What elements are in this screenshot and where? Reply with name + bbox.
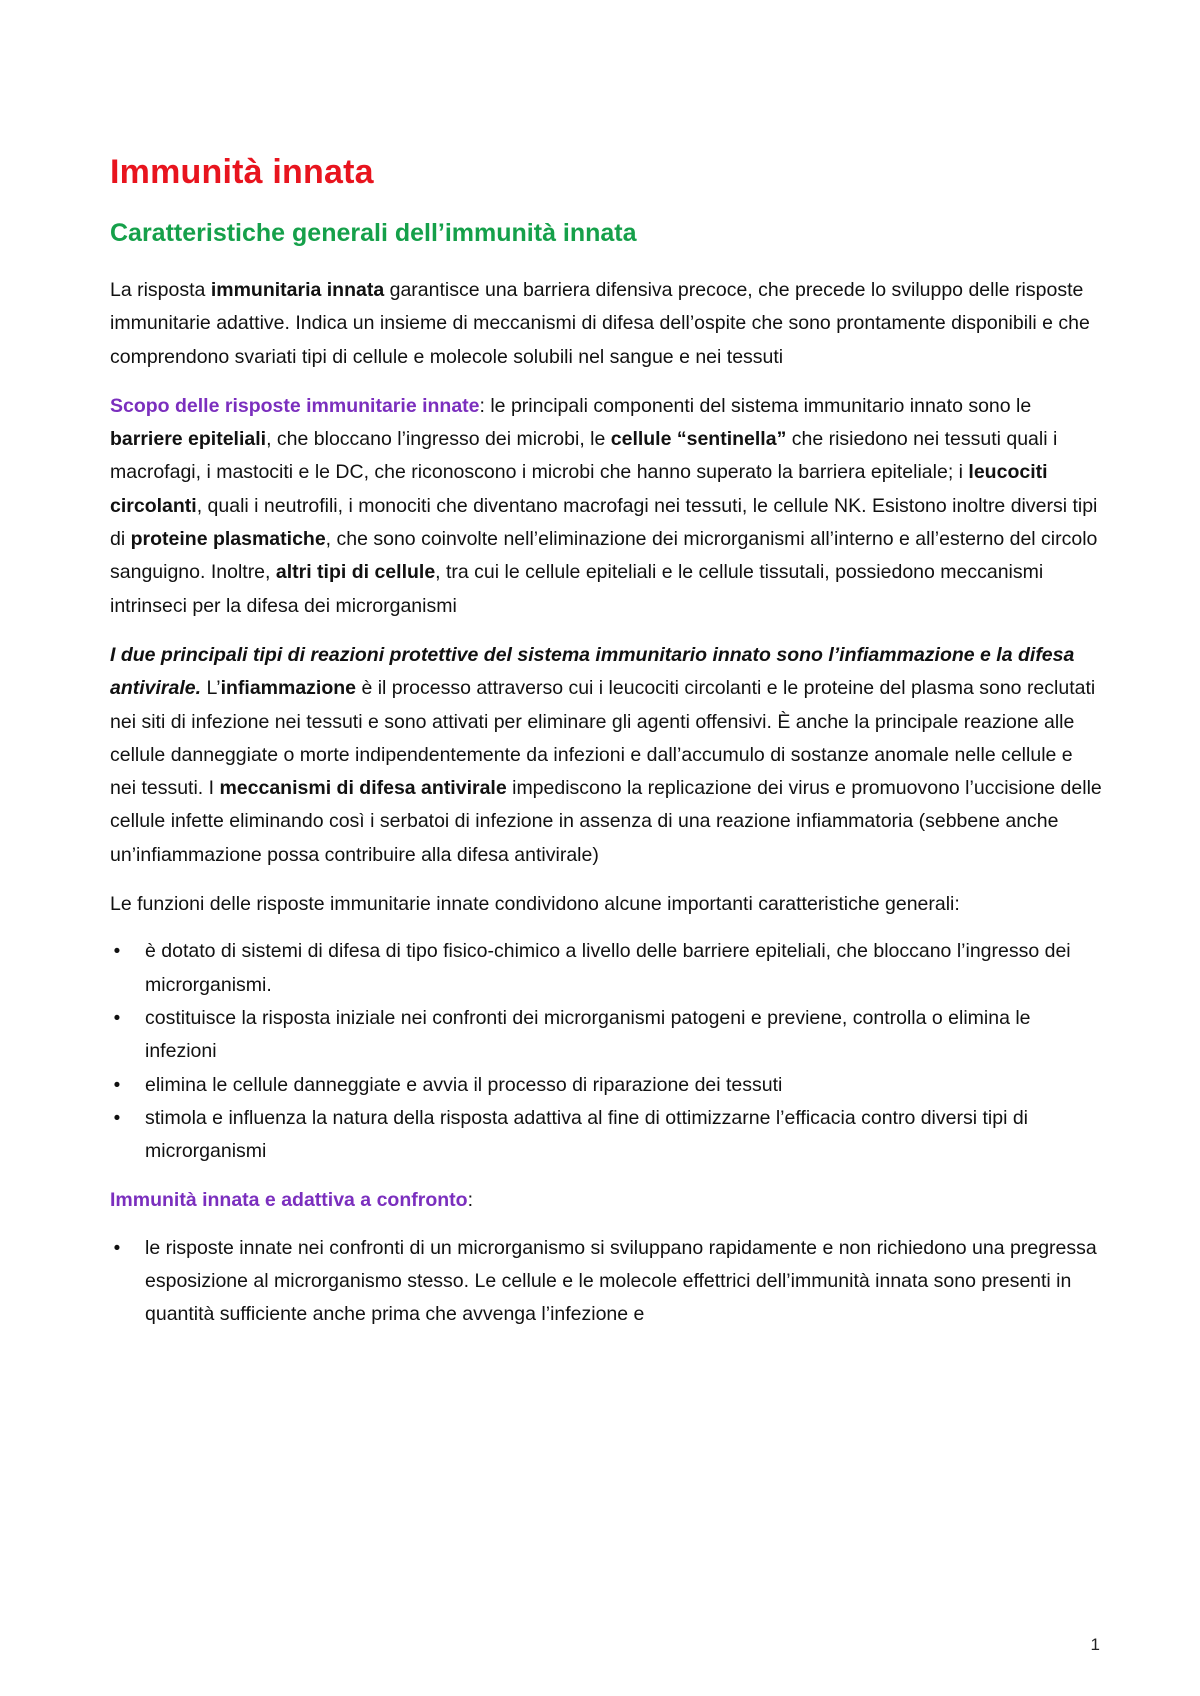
paragraph-functions: Le funzioni delle risposte immunitarie innate condividono alcune importanti caratteristiche generali: (110, 893, 960, 916)
text-run: , che sono coinvolte nell’eliminazione dei microrganismi all’interno e all’esterno del circolo sanguigno. Inoltre, (110, 528, 1098, 584)
bold-term: barriere epiteliali (110, 428, 267, 451)
text-run: : (467, 1189, 473, 1212)
list-item-text: stimola e influenza la natura della risposta adattiva al fine di ottimizzarne l’efficacia contro diversi tipi di microrganismi (145, 1106, 1029, 1163)
paragraph-intro (110, 274, 1102, 374)
text-run: impediscono la replicazione dei virus e promuovono l’uccisione delle cellule infette eliminando così i serbatoi di infezione in assenza di una reazione infiammatoria (sebbene anche un’infiammazione possa contribuire alla difesa antivirale) (110, 777, 1102, 866)
list-item (110, 1002, 1102, 1069)
bullet-icon: • (113, 941, 121, 963)
bold-term: meccanismi di difesa antivirale (219, 777, 507, 800)
text-run: garantisce una barriera difensiva precoce, che precede lo sviluppo delle risposte immunitarie adattive. Indica un insieme di meccanismi di difesa dell’ospite che sono prontamente disponibili e che comprendono svariati tipi di cellule e molecole solubili nel sangue e nei tessuti (110, 279, 1090, 368)
bold-term: infiammazione (220, 677, 357, 700)
subheading-comparison: Immunità innata e adattiva a confronto (110, 1189, 468, 1212)
text-run: è il processo attraverso cui i leucociti circolanti e le proteine del plasma sono reclutati nei siti di infezione nei tessuti e sono attivati per eliminare gli agenti offensivi. È anche la principale reazione alle cellule danneggiate o morte indipendentemente da infezioni e dall’accumulo di sostanze anomale nelle cellule e nei tessuti. I (110, 677, 1096, 800)
bold-term: cellule “sentinella” (610, 428, 787, 451)
list-item-text: elimina le cellule danneggiate e avvia il processo di riparazione dei tessuti (145, 1073, 783, 1096)
text-run: , tra cui le cellule epiteliali e le cellule tissutali, possiedono meccanismi intrinseci per la difesa dei microrganismi (110, 561, 1044, 617)
text-run: , che bloccano l’ingresso dei microbi, le (266, 428, 611, 451)
list-item (110, 1102, 1102, 1169)
bold-term: leucociti circolanti (110, 461, 1048, 517)
text-run: La risposta (110, 279, 211, 301)
page-number: 1 (1090, 1635, 1100, 1654)
bold-term: proteine plasmatiche (130, 528, 326, 551)
bullet-icon: • (113, 1237, 121, 1259)
paragraph-reactions (110, 639, 1102, 872)
bullet-icon: • (113, 1074, 121, 1096)
paragraph-comparison-heading (110, 1184, 1102, 1217)
subheading-scope: Scopo delle risposte immunitarie innate (110, 394, 480, 417)
list-item (110, 1232, 1102, 1332)
list-item-text: è dotato di sistemi di difesa di tipo fisico-chimico a livello delle barriere epiteliali, che bloccano l’ingresso dei microrganismi. (145, 940, 1071, 996)
bold-term: immunitaria innata (210, 279, 385, 301)
text-run: che risiedono nei tessuti quali i macrofagi, i mastociti e le DC, che riconoscono i microbi che hanno superato la barriera epiteliale; i (110, 428, 1058, 484)
page-title: Immunità innata (110, 153, 374, 191)
bullet-icon: • (113, 1007, 121, 1029)
bullet-icon: • (113, 1107, 121, 1129)
bold-term: altri tipi di cellule (275, 561, 436, 584)
text-run: , quali i neutrofili, i monociti che diventano macrofagi nei tessuti, le cellule NK. Esistono inoltre diversi tipi di (110, 494, 1098, 551)
emphasis-statement: I due principali tipi di reazioni protettive del sistema immunitario innato sono l’infiammazione e la difesa antivirale. (110, 643, 1075, 700)
list-item (110, 1069, 1102, 1102)
text-run: L’ (201, 677, 221, 700)
text-run: : le principali componenti del sistema immunitario innato sono le (479, 394, 1032, 417)
section-title: Caratteristiche generali dell’immunità innata (110, 219, 637, 247)
document-body (110, 150, 1102, 1332)
paragraph-scope (110, 390, 1102, 623)
comparison-list (110, 1232, 1102, 1332)
list-item-text: le risposte innate nei confronti di un microrganismo si sviluppano rapidamente e non richiedono una pregressa esposizione al microrganismo stesso. Le cellule e le molecole effettrici dell’immunità innata sono presenti in quantità sufficiente anche prima che avvenga l’infezione e (145, 1236, 1097, 1326)
functions-list (110, 935, 1102, 1168)
list-item (110, 935, 1102, 1002)
list-item-text: costituisce la risposta iniziale nei confronti dei microrganismi patogeni e previene, controlla o elimina le infezioni (145, 1006, 1031, 1063)
